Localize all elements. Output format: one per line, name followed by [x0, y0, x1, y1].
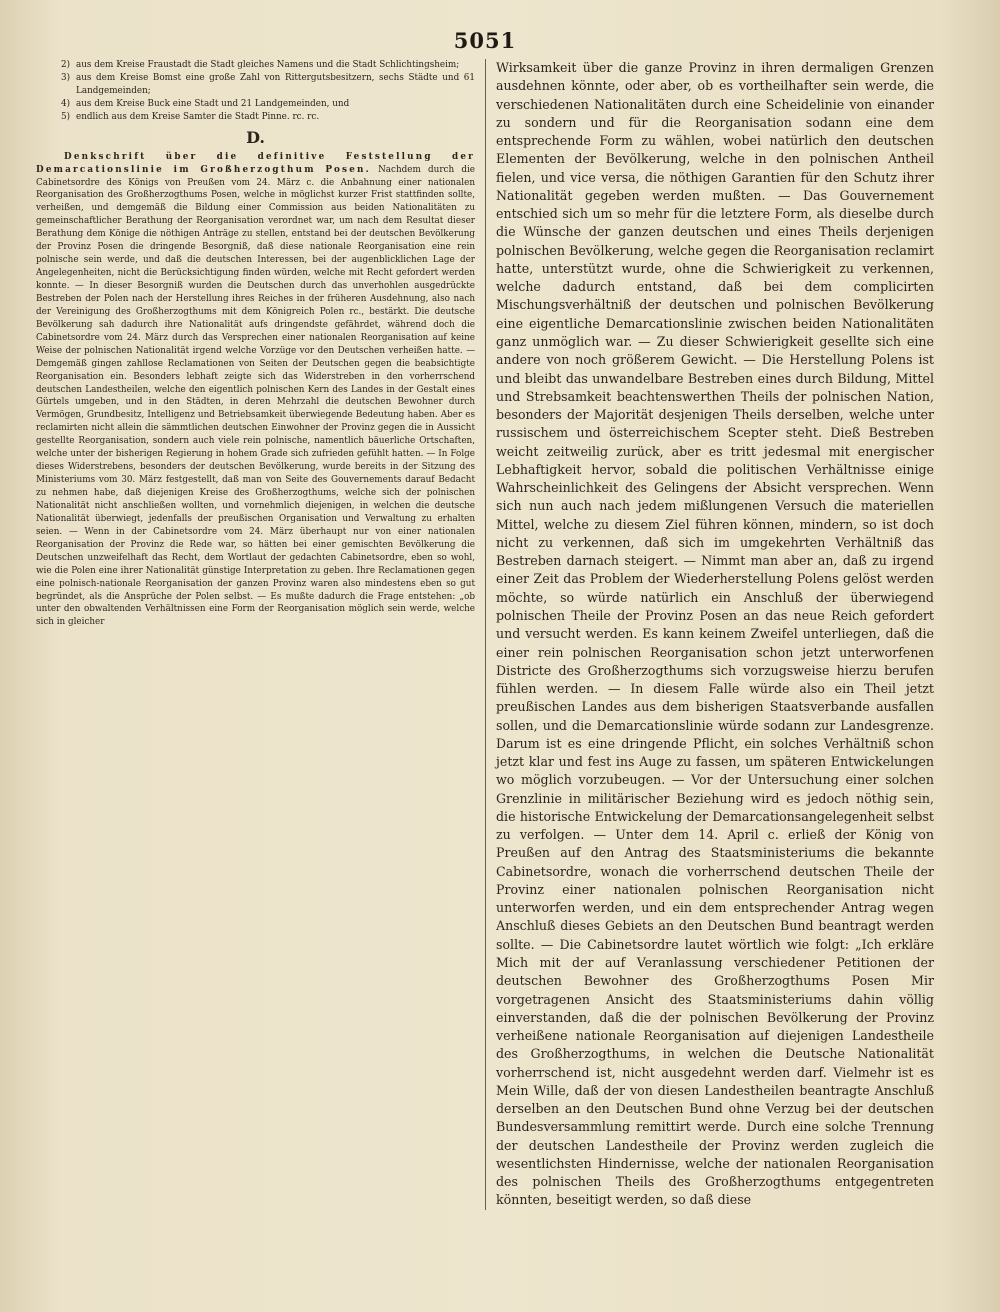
list-item: [36, 98, 475, 111]
section-letter: D.: [246, 127, 265, 147]
list-item-text: aus dem Kreise Bomst eine große Zahl von Rittergutsbesitzern, sechs Städte und 61 Landgemeinden;: [76, 72, 475, 96]
list-item-text: aus dem Kreise Fraustadt die Stadt gleiches Namens und die Stadt Schlichtingsheim;: [76, 60, 460, 70]
list-item-number: 5): [60, 111, 70, 122]
list-item-number: 2): [60, 60, 70, 70]
list-item: [36, 111, 475, 124]
list-item: [36, 59, 475, 72]
left-column: [36, 59, 485, 1210]
text-columns: [36, 59, 934, 1210]
page-number: 5051: [453, 28, 517, 53]
list-item-number: 4): [60, 98, 70, 109]
list-item-text: aus dem Kreise Buck eine Stadt und 21 Landgemeinden, und: [76, 98, 350, 109]
document-title: Denkschrift über die definitive Feststellung der Demarcationslinie im Großherzogthum Posen.: [36, 151, 475, 175]
list-item-number: 3): [60, 72, 70, 83]
list-item: [36, 72, 475, 98]
bleed-through-texture: [40, 1232, 930, 1312]
document-body: [36, 151, 475, 630]
body-paragraph: Wirksamkeit über die ganze Provinz in ihren dermaligen Grenzen ausdehnen könnte, oder aber, ob es vortheilhafter sein werde, die verschiedenen Nationalitäten durch eine Scheidelinie von einander zu sondern und für die Reorganisation sodann eine dem entsprechende Form zu wählen, wobei natürlich den deutschen Elementen der Bevölkerung, welche in den polnischen Antheil fielen, und vice versa, die nöthigen Garantien für den Schutz ihrer Nationalität gegeben werden mußten. — Das Gouvernement entschied sich um so mehr für die letztere Form, als dieselbe durch die Wünsche der ganzen deutschen und eines Theils derjenigen polnischen Bevölkerung, welche gegen die Reorganisation reclamirt hatte, unterstützt wurde, ohne die Schwierigkeit zu verkennen, welche dadurch entstand, daß bei dem complicirten Mischungsverhältniß der deutschen und polnischen Bevölkerung eine eigentliche Demarcationslinie zwischen beiden Nationalitäten ganz unmöglich war. — Zu dieser Schwierigkeit gesellte sich eine andere von noch größerem Gewicht. — Die Herstellung Polens ist und bleibt das unwandelbare Bestreben eines durch Bildung, Mittel und Strebsamkeit beachtenswerthen Theils der polnischen Nation, besonders der Majorität desjenigen Theils derselben, welche unter russischem und österreichischem Scepter steht. Dieß Bestreben weicht zeitweilig zurück, aber es tritt jedesmal mit energischer Lebhaftigkeit hervor, sobald die politischen Verhältnisse einige Wahrscheinlichkeit des Gelingens der Absicht versprechen. Wenn sich nun auch nach jedem mißlungenen Versuch die materiellen Mittel, welche zu diesem Ziel führen können, mindern, so ist doch nicht zu verkennen, daß sich im umgekehrten Verhältniß das Bestreben darnach steigert. — Nimmt man aber an, daß zu irgend einer Zeit das Problem der Wiederherstellung Polens gelöst werden möchte, so würde natürlich ein Anschluß der überwiegend polnischen Theile der Provinz Posen an das neue Reich gefordert und versucht werden. Es kann keinem Zweifel unterliegen, daß die einer rein polnischen Reorganisation schon jetzt unterworfenen Districte des Großherzogthums sich vorzugsweise hierzu berufen fühlen werden. — In diesem Falle würde also ein Theil jetzt preußischen Landes aus dem bisherigen Staatsverbande ausfallen sollen, und die Demarcationslinie würde sodann zur Landesgrenze. Darum ist es eine dringende Pflicht, ein solches Verhältniß schon jetzt klar und fest ins Auge zu fassen, um späteren Entwickelungen wo möglich vorzubeugen. — Vor der Untersuchung einer solchen Grenzlinie in militärischer Beziehung wird es jedoch nöthig sein, die historische Entwickelung der Demarcationsangelegenheit selbst zu verfolgen. — Unter dem 14. April c. erließ der König von Preußen auf den Antrag des Staatsministeriums die bekannte Cabinetsordre, wonach die vorherrschend deutschen Theile der Provinz einer nationalen polnischen Reorganisation nicht unterworfen werden, und ein dem entsprechender Antrag wegen Anschluß dieses Gebiets an den Deutschen Bund beantragt werden sollte. — Die Cabinetsordre lautet wörtlich wie folgt: „Ich erkläre Mich mit der auf Veranlassung verschiedener Petitionen der deutschen Bewohner des Großherzogthums Posen Mir vorgetragenen Ansicht des Staatsministeriums dahin völlig einverstanden, daß die der polnischen Bevölkerung der Provinz verheißene nationale Reorganisation auf diejenigen Landestheile des Großherzogthums, in welchen die Deutsche Nationalität vorherrschend ist, nicht ausgedehnt werden darf. Vielmehr ist es Mein Wille, daß der von diesen Landestheilen beantragte Anschluß derselben an den Deutschen Bund ohne Verzug bei der deutschen Bundesversammlung remittirt werde. Durch eine solche Trennung der deutschen Landestheile der Provinz werden zugleich die wesentlichsten Hindernisse, welche der nationalen Reorganisation des polnischen Theils des Großherzogthums entgegentreten könnten, beseitigt werden, so daß diese: [496, 60, 934, 1208]
body-paragraph: Nachdem durch die Cabinetsordre des Königs von Preußen vom 24. März c. die Anbahnung einer nationalen Reorganisation des Großherzogthums Posen, welche in möglichst kurzer Frist stattfinden sollte, verheißen, und demgemäß die Bildung einer Commission aus beiden Nationalitäten zu gemeinschaftlicher Berathung der Reorganisation verordnet war, um nach dem Resultat dieser Berathung dem Könige die nöthigen Anträge zu stellen, entstand bei der deutschen Bevölkerung der Provinz Posen die dringende Besorgniß, daß diese nationale Reorganisation eine rein polnische sein werde, und daß die deutschen Interessen, bei der augenblicklichen Lage der Angelegenheiten, nicht die Berücksichtigung finden würden, welche mit Recht gefordert werden konnte. — In dieser Besorgniß wurden die Deutschen durch das unverhohlen ausgedrückte Bestreben der Polen nach der Herstellung ihres Reiches in der früheren Ausdehnung, also nach der Vereinigung des Großherzogthums mit dem Königreich Polen rc., bestärkt. Die deutsche Bevölkerung sah dadurch ihre Nationalität aufs dringendste gefährdet, während doch die Cabinetsordre vom 24. März durch das Versprechen einer nationalen Reorganisation auf keine Weise der polnischen Nationalität irgend welche Vorzüge vor den Deutschen verheißen hatte. — Demgemäß gingen zahllose Reclamationen von Seiten der Deutschen gegen die beabsichtigte Reorganisation ein. Besonders lebhaft zeigte sich das Widerstreben in den vorherrschend deutschen Landestheilen, welche den eigentlich polnischen Kern des Landes in der Gestalt eines Gürtels umgeben, und in den Städten, in deren Mehrzahl die deutschen Bewohner durch Vermögen, Grundbesitz, Intelligenz und Betriebsamkeit überwiegende Bedeutung haben. Aber es reclamirten nicht allein die sämmtlichen deutschen Einwohner der Provinz gegen die in Aussicht gestellte Reorganisation, sondern auch viele rein polnische, namentlich bäuerliche Ortschaften, welche unter der bisherigen Regierung in hohem Grade sich zufrieden gefühlt hatten. — In Folge dieses Widerstrebens, besonders der deutschen Bevölkerung, wurde bereits in der Sitzung des Ministeriums vom 30. März festgestellt, daß man von Seite des Gouvernements darauf Bedacht zu nehmen habe, daß diejenigen Kreise des Großherzogthums, welche sich der polnischen Nationalität nicht anschließen wollten, und vornehmlich diejenigen, in welchen die deutsche Nationalität überwiegt, jedenfalls der preußischen Organisation und Verwaltung zu erhalten seien. — Wenn in der Cabinetsordre vom 24. März überhaupt nur von einer nationalen Reorganisation der Provinz die Rede war, so hätten bei einer gemischten Bevölkerung die Deutschen unzweifelhaft das Recht, dem Wortlaut der gedachten Cabinetsordre, eben so wohl, wie die Polen eine ihrer Nationalität günstige Interpretation zu geben. Ihre Reclamationen gegen eine polnisch-nationale Reorganisation der ganzen Provinz waren also mindestens eben so gut begründet, als die Ansprüche der Polen selbst. — Es mußte dadurch die Frage entstehen: „ob unter den obwaltenden Verhältnissen eine Form der Reorganisation möglich sein werde, welche sich in gleicher: [36, 164, 476, 628]
list-item-text: endlich aus dem Kreise Samter die Stadt Pinne. rc. rc.: [76, 111, 320, 122]
right-column: [485, 59, 934, 1210]
